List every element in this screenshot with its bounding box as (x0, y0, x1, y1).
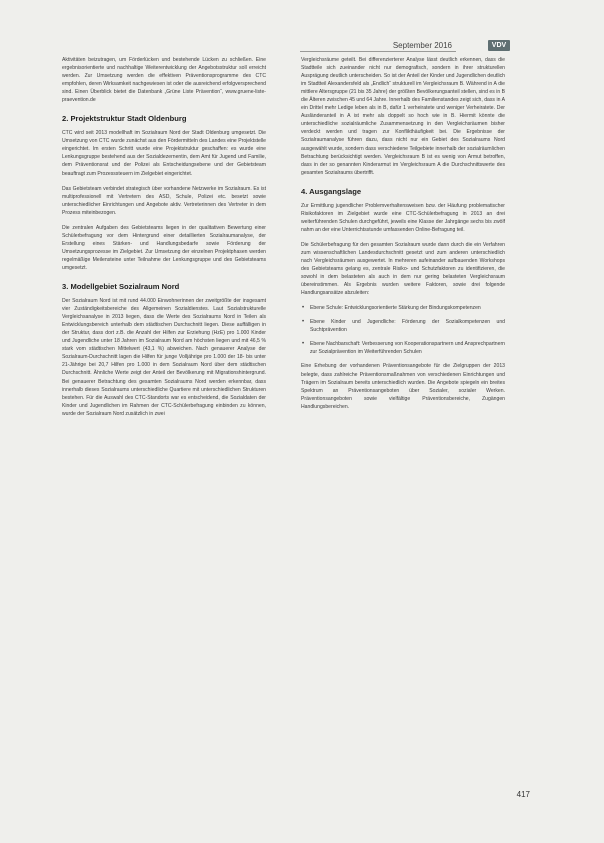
section-heading: 4. Ausgangslage (301, 186, 362, 196)
paragraph: CTC wird seit 2013 modellhaft im Sozialraum Nord der Stadt Oldenburg umgesetzt. Die Umsetzung von CTC wurde zunächst aus den Fördermitteln des Landes eine Projektstelle eingerichtet. Im ersten Schritt wurde eine Projektstruktur geschaffen: es wurde eine Lenkungsgruppe bestehend aus der Sozialdezernentin, dem Amt für Jugend und Familie, dem Präventionsrat und der Polizei als Entscheidungsebene und der Gebietsteam beauftragt zum Prozesssteuern im Zielgebiet eingerichtet. (62, 130, 266, 177)
running-header (300, 40, 510, 52)
right-column (301, 56, 505, 418)
list-item-text: Ebene Schule: Entwicklungsorientierte Stärkung der Bindungskompetenzen (310, 305, 481, 312)
page-number: 417 (516, 790, 530, 799)
paragraph: Das Gebietsteam verbindet strategisch über vorhandene Netzwerke im Sozialraum. Es ist multiprofessionell mit Vertretern des ASD, Schule, Polizei etc. besetzt sowie unterschiedlicher Einrichtungen und Angebote aktiv. Vertreterinnen des Vertreter in dem Prozess miteinbezogen. (62, 185, 266, 216)
list-item-text: Ebene Nachbarschaft: Verbesserung von Kooperationspartnern und Ansprechpartnern zur Sozialprävention im Weiterführenden Schulen (310, 341, 505, 356)
section-heading: 2. Projektstruktur Stadt Oldenburg (62, 114, 187, 124)
list-item (301, 318, 505, 334)
bullet-icon: • (302, 305, 305, 312)
header-date: September 2016 (392, 41, 452, 50)
bullet-icon: • (302, 319, 305, 326)
paragraph: Die zentralen Aufgaben des Gebietsteams liegen in der qualitativen Bewertung einer Schülerbefragung vor dem Hintergrund einer detaillierten Sozialraumanalyse, der Erstellung eines Stärken- und Handlungsbedarfe sowie Förderung der Umsetzungsprozesse im Zielgebiet. Zur Umsetzung der einzelnen Projektphasen werden regelmäßige Meilensteine unter Teilnahme der Lenkungsgruppe und des Gebietsteams umgesetzt. (62, 224, 266, 271)
bullet-list (301, 304, 505, 356)
left-column (62, 56, 266, 425)
paragraph: Zur Ermittlung jugendlicher Problemverhaltensweisen bzw. der Häufung problematischer Risikofaktoren im Zielgebiet wurde eine CTC-Schülerbefragung in 2013 an drei weiterführenden Schulen durchgeführt, jeweils eine Klasse der Jahrgänge sechs bis zwölf nahm an der eine Unterrichtsstunde umfassenden Online-Befragung teil. (301, 202, 505, 233)
paragraph: Vergleichsräume geteilt. Bei differenzierterer Analyse lässt deutlich erkennen, dass die Stadtteile sich zueinander nicht nur demografisch, sondern in ihrer strukturellen Ausprägung deutlich unterscheiden. So ist der Anteil der Kinder und Jugendlichen deutlich im Stadtteil Alexandersfeld als „Endlich“ strukturell im Vergleichsraum B. Während in A die mittlere Altersgruppe (21 bis 35 Jahre) der größten Bevölkerungsanteil stellen, sind es in B die Älteren zwischen 45 und 64 Jahre. Innerhalb des Familienstandes zeigt sich, dass in A ein Drittel mehr Ledige leben als in B, dafür 1 verheiratete und weniger Verheiratete. Der Ausländeranteil in A ist mehr als doppelt so hoch wie in B. Hiermit könnte die unterschiedliche sozialräumliche Zusammensetzung in den Vergleichsräumen bisher verdeckt werden und tragen zur Konflikthäufigkeit bei. Die Ergebnisse der Sozialraumanalyse führen dazu, dass nicht nur ein Gebiet des Sozialraums Nord ausgewählt wurde, sondern dass verschiedene Teilgebiete innerhalb der sozialräumlichen Betrachtung berücksichtigt werden. Vergleichsraum B ist es wenig von Armut betroffen, dass in der so genannten Kinderarmut im Vergleichsraum A die Durchschnittswerte des gesamten Sozialraums übertrifft. (301, 57, 505, 176)
paragraph: Eine Erhebung der vorhandenen Präventionsangebote für die Zielgruppen der 2013 belegte, dass zahlreiche Präventionsmaßnahmen von verschiedenen Einrichtungen und Trägern im Sozialraum bereits unterschiedlich wurden. Die Angebote spiegeln ein breites Spektrum an Präventionsangeboten über Sozialer, sozialer Werken. Präventionsangeboten sowie vielfältige Präventionsbereiche, Zugängen Handlungsbereichen. (301, 363, 505, 410)
bullet-icon: • (302, 341, 305, 348)
section-heading: 3. Modellgebiet Sozialraum Nord (62, 282, 180, 292)
publisher-badge: VDV (488, 40, 510, 51)
header-rule (300, 51, 456, 52)
list-item-text: Ebene Kinder und Jugendliche: Förderung der Sozialkompetenzen und Suchtprävention (310, 319, 505, 334)
paragraph: Aktivitäten beizutragen, um Förderlücken und bestehende Lücken zu schließen. Eine ergebnisorientierte und nachhaltige Weiterentwicklung der Angebotsstruktur soll erreicht werden. Zur Umsetzung werden die effektiven Präventionsprogramme des CTC empfohlen, deren Wirksamkeit nachgewiesen ist oder die ausreichend erfolgversprechend sind. Einen Überblick bietet die Datenbank „Grüne Liste Prävention“, www.gruene-liste-praevention.de (62, 57, 266, 104)
list-item (301, 340, 505, 356)
paragraph: Der Sozialraum Nord ist mit rund 44.000 Einwohnerinnen der zweitgrößte der insgesamt vier Zuständigkeitsbereiche des Allgemeinen Sozialdienstes. Laut Sozialstrukturelle Vergleichsanalyse in 2013 liegen, dass die Werte des Sozialraums Nord in Teilen als Entwicklungsbereich unterhalb dem städtischen Durchschnitt liegen. Diese auffälligen in der Struktur, dass dort z.B. die Anzahl der Hilfen zur Erziehung (HzE) pro 1.000 Kinder und Jugendliche unter 18 Jahren im Sozialraum Nord am höchsten liegen und mit 46,5 % stark vom städtischen Mittelwert (43,1 %) abweichen. Nach genauerer Analyse der Sozialraum-Durchschnitt lagen die Hilfen für junge Volljährige pro 1.000 der 18- bis unter 21-Jährige bei 20,7 Hilfen pro 1.000 in dem Sozialraum Nord über dem städtischen Durchschnitt. Ähnliche Werte zeigt der Anteil der Bevölkerung mit Migrationshintergrund. Bei genauerer Betrachtung des gesamten Sozialraums Nord werden erkennbar, dass innerhalb dieses Sozialraums unterschiedliche Quartiere mit unterschiedlichen Strukturen bestehen. Für die Auswahl des CTC-Standorts war es entscheidend, die Sozialdaten der Kinder und Jugendlichen im Rahmen der CTC-Schülerbefragung einbinden zu können, wurde der Sozialraum Nord zusätzlich in zwei (62, 298, 266, 417)
paragraph: Die Schülerbefragung für den gesamten Sozialraum wurde dann durch die ein Verfahren zum wissenschaftlichen Landesdurchschnitt gesetzt und zum anderen unterschiedlich nach Vergleichsräumen ausgewertet. In mehreren aufeinander aufbauenden Workshops des Gebietsteams gelang es, zentrale Risiko- und Schutzfaktoren zu identifizieren, die sowohl in dem belasteten als auch in dem nur gering belasteten Vergleichsraum übereinstimmen. Als Ergebnis wurden weitere Faktoren, sowie drei folgende Handlungsansätze abzuleiten: (301, 241, 505, 297)
list-item (301, 304, 505, 312)
